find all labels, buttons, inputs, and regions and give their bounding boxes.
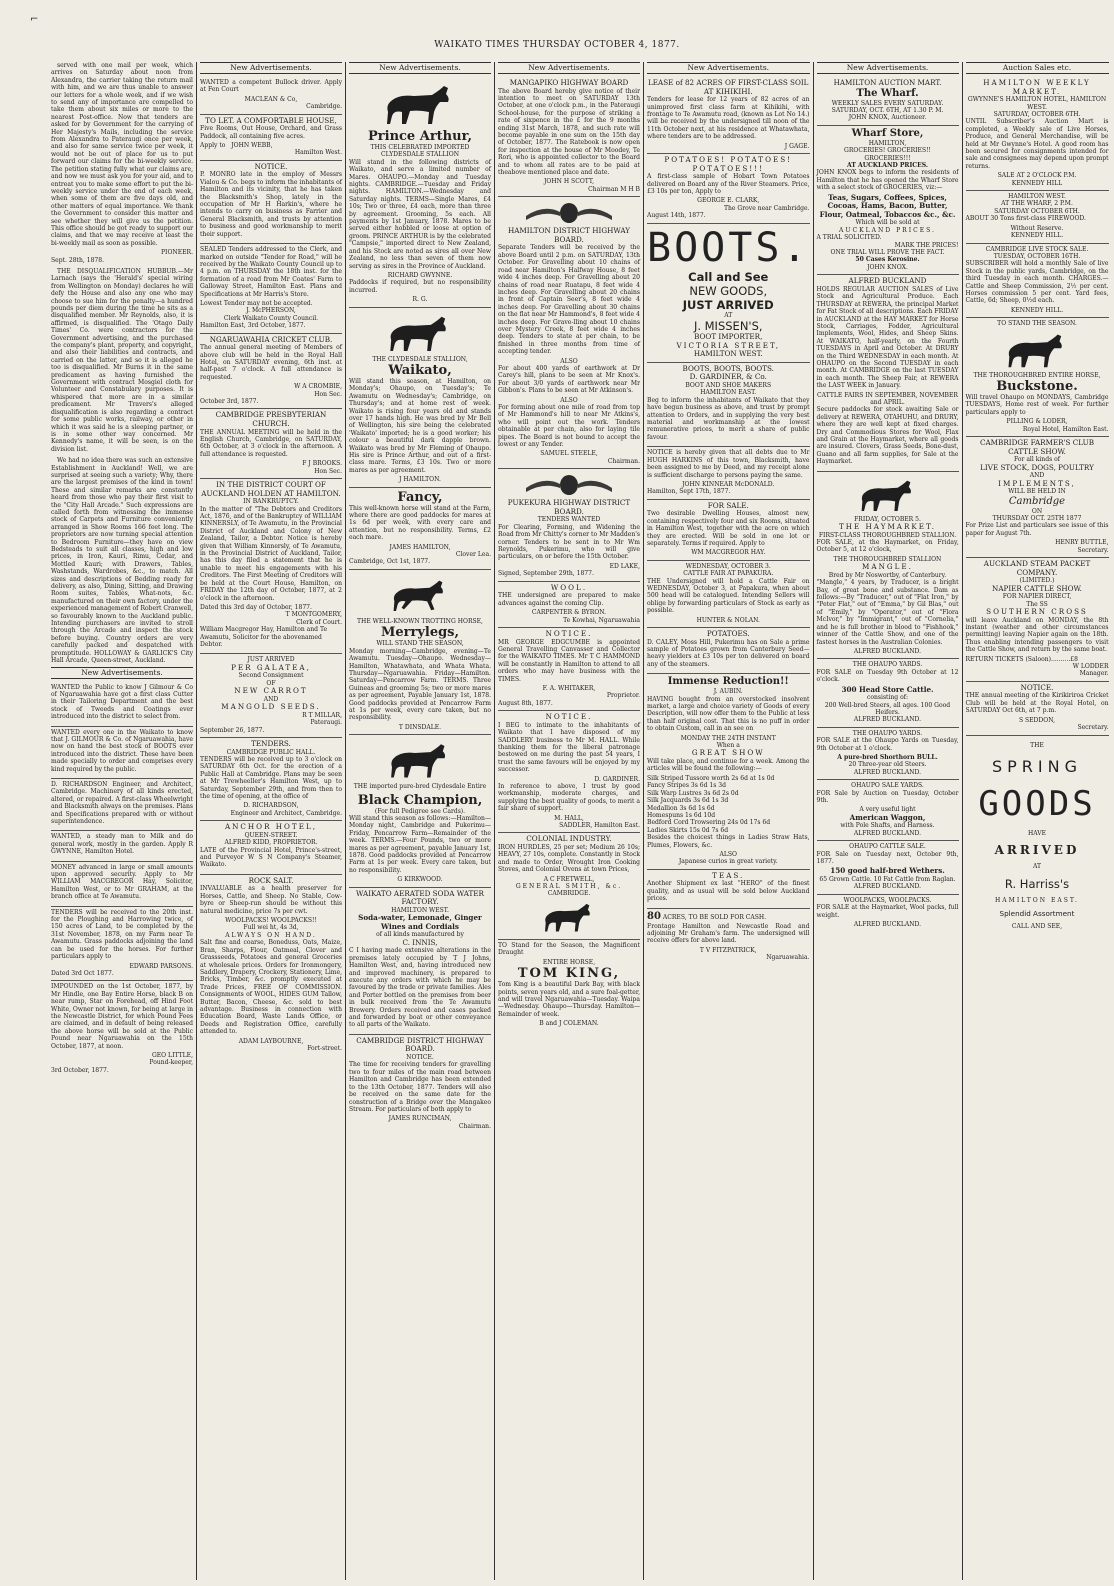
ad-anchor-hotel: ANCHOR HOTEL, QUEEN-STREET. ALFRED KIDD, PROPRIETOR. LATE of the Provincial Hotel, Prince's-street, and Purveyor W S N Company's Steamer, Waikato. xyxy=(200,821,342,875)
ad-pukekura: PUKEKURA HIGHWAY DISTRICT BOARD. TENDERS WANTED For Clearing, Forming, and Widening the Road from Mr Chitty's corner to Mr Madden's corner. Tenders to be sent in to Mr Wm Reynolds, Pukerimu, who will give particulars, on or before the 15th October. ED LAKE, Signed, September 29th, 1877. xyxy=(498,469,640,581)
column-5 xyxy=(644,62,814,1580)
ad-canvasser-notice: NOTICE. MR GEORGE EDGCUMBE is appointed General Travelling Canvasser and Collector for the WAIKATO TIMES. Mr T C HAMMOND will be constantly in Hamilton to attend to all orders who may have business with the TIMES. F. A. WHITAKER, Proprietor. August 8th, 1877. xyxy=(498,628,640,711)
price-item: Silk Striped Tussore worth 2s 6d at 1s 0d xyxy=(647,774,775,782)
ad-cricket-club: NGARUAWAHIA CRICKET CLUB. The annual general meeting of Members of above club will be held in the Royal Hall Hotel, on SATURDAY evening, 6th inst. at half-past 7 o'clock. A full attendance is requested. W A CROMBIE, Hon Sec. October 3rd, 1877. xyxy=(200,334,342,410)
column-2 xyxy=(197,62,346,1580)
ad-tom-king: TO Stand for the Season, the Magnificent Draught ENTIRE HORSE, TOM KING, Tom King is a beautiful Dark Bay, with black points, seven years old, and a sure foal-getter, and will travel Ngaruawahia—Tuesday. Waipa—Wednesday. Ohaupo—Thursday. Hamilton—Remainder of week. B and J COLEMAN. xyxy=(498,941,640,1028)
price-item: Medallion 3s 6d 1s 6d xyxy=(647,804,715,812)
ad-gilmour-tailoring: WANTED the Public to know J Gilmour & Co of Ngaruawahia have got a first class Cutter in their Tailoring Department and the best stock of Tweeds and Coatings ever introduced into the district to select from. xyxy=(51,682,193,727)
price-item: Homespuns 1s 6d 10d xyxy=(647,811,716,819)
section-heading: New Advertisements. xyxy=(498,62,640,74)
ad-spring-goods: THE SPRING GOODS HAVE ARRIVED AT R. Harriss's HAMILTON EAST. Splendid Assortment CALL AND SEE, xyxy=(978,741,1096,930)
ad-lease-kihikihi: LEASE of 82 ACRES OF FIRST-CLASS SOIL AT KIHIKIHI. Tenders for lease for 12 years of 82 acres of an unimproved first class farm at Kihikihi, with frontage to Te Awamutu road, (known as Lot No 14.) will be received by the undersigned till noon of the 11th October next, at his residence at Whatawhata, where tenders are to be addressed. J GAGE. xyxy=(647,77,810,154)
ad-wharf-store: Wharf Store, HAMILTON, GROCERIES! GROCERIES!! GROCERIES!!! AT AUCKLAND PRICES. JOHN KNOX begs to inform the residents of Hamilton that he has opened the Wharf Store with a select stock of GROCERIES, viz:— Teas, Sugars, Coffees, Spices, Cocoas, Hams, Bacon, Butter, Flour, Oatmeal, Tobaccos &c., &c. Which will be sold at AUCKLAND PRICES. A TRIAL SOLICITED. MARK THE PRICES! ONE TRIAL WILL PROVE THE FACT. 50 Cases Kerosine. JOHN KNOX. xyxy=(817,126,959,275)
ad-weekly-market: HAMILTON WEEKLY MARKET. GWYNNE'S HAMILTON HOTEL, HAMILTON WEST. SATURDAY, OCTOBER 6TH. UNTIL Subscriber's Auction Mart is completed, a Weekly sale of Live Horses, Produce, and General Merchandise, will be held at Mr Gwynne's Hotel. A good room has been secured for consignments intended for sale and consignees may depend upon prompt returns. SALE AT 2 O'CLOCK P.M. KENNEDY HILL xyxy=(966,77,1109,191)
ad-houses-for-sale: FOR SALE. Two desirable Dwelling Houses, almost new, containing respectively four and six Rooms, situated in Hamilton West, together with the acre on which they are erected. Will be sold in one lot or separately. Terms if required. Apply to WM MACGREGOR HAY. xyxy=(647,500,810,561)
column-6 xyxy=(814,62,963,1580)
ad-auction-mart: HAMILTON AUCTION MART. The Wharf. WEEKLY SALES EVERY SATURDAY. SATURDAY, OCT. 6TH, AT 1.30 P. M. JOHN KNOX, Auctioneer. xyxy=(817,77,959,126)
ad-caley-potatoes: POTATOES. D. CALEY, Moss Hill, Pukerimu has on Sale a prime sample of Potatoes grown from Canterbury Seed—heavy yielders at £3 10s per ton delivered on board any of the steamers. xyxy=(647,628,810,674)
newspaper-page xyxy=(48,62,1109,1580)
ad-bullock-driver: WANTED a competent Bullock driver. Apply at Fen Court MACLEAN & Co, Cambridge. xyxy=(200,77,342,115)
ad-waikato-stallion: THE CLYDESDALE STALLION, Waikato, Will stand this season, at Hamilton, on Monday's; Ohaupo, on Tuesday's; Te Awamutu on Wednesday's; Cambridge, on Thursday's; and at home rest of week. Waikato is rising four years old and stands over 17 hands high. He was bred by Mr Bell of Wellington, his sire being the celebrated 'Waikato' imported; he is a good worker; his colour a beautiful dark dapple brown. Waikato was bred by Mr Fleming of Ohaupo. His sire is Prince Arthur, and out of a first-class mare. Terms, £3 10s. Two or more mares as per agreement. J HAMILTON. xyxy=(349,308,491,488)
horse-illustration-icon xyxy=(1002,331,1072,369)
masthead: WAIKATO TIMES THURSDAY OCTOBER 4, 1877. xyxy=(434,40,680,50)
ad-farmers-club-show: CAMBRIDGE FARMER'S CLUB CATTLE SHOW. For all kinds of LIVE STOCK, DOGS, POULTRY AND IMPLEMENTS, WILL BE HELD IN Cambridge ON THURSDAY OCT. 25TH 1877 For Prize List and particulars see issue of this paper for August 7th. HENRY BUTTLE, Secretary. xyxy=(966,437,1109,558)
ad-ohaupo-yards-cattle: THE OHAUPO YARDS. FOR SALE on Tuesday 9th October at 12 o'clock. 300 Head Store Cattle. consisting of: 200 Well-bred Steers, all ages. 100 Good Heifers. ALFRED BUCKLAND. xyxy=(817,659,959,727)
page-corner-mark: ⌐ xyxy=(30,14,39,25)
price-item: Ladies Skirts 15s 0d 7s 6d xyxy=(647,826,729,834)
ad-merrylegs: THE WELL-KNOWN TROTTING HORSE, Merrylegs, WILL STAND THE SEASON, Monday morning—Cambridge, evening—Te Awamutu. Tuesday—Ohaupo. Wednesday—Hamilton, Whatawhata, and Whata Whata. Thursday—Ngaruawahia. Friday—Hamilton. Saturday—Pencarrow Farm. TERMS. Three Guineas and grooming 5s; two or more mares as per agreement, Payable January 1st, 1878. Good paddocks provided at Pencarrow Farm at 1s per week, every care taken, but no responsibility. T DINSDALE. xyxy=(349,570,491,735)
section-heading: New Advertisements. xyxy=(817,62,959,74)
ad-rock-salt: ROCK SALT. INVALUABLE as a health preserver for Horses, Cattle, and Sheep. No Stable, Cow-byre or Sheep-run should be without this natural medicine, price 7s per cwt. WOOLPACKS! WOOLPACKS!! Full wei ht, 4s 3d, ALWAYS ON HAND. Salt fine and coarse, Boneduss, Oats, Maize, Bran, Sharps, Flour, Oatmeal, Clover and Grassseeds, Potatoes and general Groceries at wholesale prices. Orders for Ironmongery, Saddlery, Drapery, Crockery, Stationery, Lime, Bricks, Timber, &c. promptly executed at Trade Prices, FREE OF COMMISSION. Consignments of WOOL, HIDES GUM Tallow, Butter, Bacon, Cheese, &c. sold to best advantage. Business in connection with Education Board, Waste Lands Office, or Deeds and Registration Office, carefully attended to. ADAM LAYBOURNE, Fort-street. xyxy=(200,875,342,1052)
ad-money: MONEY advanced in large or small amounts upon approved security. Apply to Mr WILLIAM MACGREGOR Hay, Solicitor, Hamilton West, or to Mr GRAHAM, at the branch office at Te Awamutu. xyxy=(51,862,193,907)
ad-hamilton-highway: HAMILTON DISTRICT HIGHWAY BOARD. Separate Tenders will be received by the above Board until 2 p.m. on SATURDAY, 13th October. For Gravelling about 10 chains of road near Hamilton's Halfway House, 8 feet wide 4 inches deep. For Gravelling about 20 chains of road near Ruatapu, 8 feet wide 4 inches deep. For Gravelling about 20 chains in front of Captain Seer's, 8 feet wide 4 inches deep. For Gravelling about 30 chains on the flat near Mr Hammond's, 8 feet wide 4 inches deep. For Grave-lling about 10 chains over Mystery Creek, 8 feet wide 4 inches deep. Tenders to state at per chain, to be finished in three months from time of accepting tender. ALSO For about 400 yards of earthwork at Dr Carey's hill, plans to be seen at Mr Knox's. For about 3/0 yards of earthwork near Mr Gibbon's. Plans to be seen at Mr Atkinson's. ALSO For forming about one mile of road from top of Mr Hammond's hill to near Mr Atkins's, who will point out the work. Tenders obtainable at per chain, also for laying tile pipes. The Board is not bound to accept the lowest or any Tender. SAMUEL STEELE, Chairman. xyxy=(498,197,640,469)
price-item: Silk Warp Lustres 3s 6d 2s 0d xyxy=(647,789,739,797)
price-list xyxy=(647,775,810,834)
horse-illustration-icon xyxy=(384,313,456,353)
trotting-horse-icon xyxy=(388,575,452,615)
ad-to-let: TO LET. A COMFORTABLE HOUSE, Five Rooms, Out House, Orchard, and Grass Paddock, all containing five acres. Apply to JOHN WEBB, Hamilton West. xyxy=(200,115,342,161)
ad-wool: WOOL. THE undersigned are prepared to make advances against the coming Clip. CARPENTER & BYRON. Te Kowhai, Ngaruawahia xyxy=(498,582,640,628)
ad-monro: NOTICE. P. MONRO late in the employ of Messrs Vialou & Co. begs to inform the inhabitants of Hamilton and its vicinity, that he has taken the Blacksmith's Shop, lately in the occupation of Mr H Harkin's, where he intends to carry on business as Farrier and General Blacksmith, and trusts by attention to business and good workmanship to merit their support. xyxy=(200,161,342,244)
section-heading: New Advertisements. xyxy=(51,667,193,679)
price-item: Bedford Cord Trowsering 24s 0d 17s 6d xyxy=(647,819,771,827)
ad-potatoes-clark: POTATOES! POTATOES! POTATOES!!! A first-class sample of Hobart Town Potatoes delivered on Board any of the River Steamers. Price, £3 10s per ton, Apply to GEORGE E. CLARK, The Grove near Cambridge. August 14th, 1877. xyxy=(647,154,810,224)
ad-steam-packet: AUCKLAND STEAM PACKET COMPANY. (LIMITED.) NAPIER CATTLE SHOW. FOR NAPIER DIRECT, The SS SOUTHERN CROSS will leave Auckland on MONDAY, the 8th instant (weather and other circumstances permitting) leaving Napier again on the 18th. Thus enabling intending passengers to visit the Cattle Show, and return by the same boat. RETURN TICKETS (Saloon)..........£8 W LODDER Manager. xyxy=(966,558,1109,682)
ad-teas: TEAS. Another Shipment ex last "HERO" of the finest quality, and as usual will be sold below Auckland prices. xyxy=(647,870,810,909)
ad-cricket-meeting: NOTICE. THE annual meeting of the Kirikiriroa Cricket Club will be held at the Royal Hotel, on SATURDAY Oct 6th, at 7 p.m. S SEDDON, Secretary. xyxy=(966,682,1109,736)
ad-soda-water: WAIKATO AERATED SODA WATER FACTORY. HAMILTON WEST. Soda-water, Lemonade, Ginger Wines and Cordials of all kinds manufactured by C. INNIS, C I having made extensive alterations in the premises lately occupied by T J Johns, Hamilton West, and, having introduced new and improved machinery, is prepared to execute any orders with which he may be favoured by the trade or private families. Ales and Porter bottled on the premises from beer in bulk received from the Te Awamutu Brewery. Orders received and cases packed and forwarded by boat or other conveyance to all parts of the Waikato. xyxy=(349,888,491,1035)
ad-gardiner-boots: BOOTS, BOOTS, BOOTS. D. GARDINER, & Co. BOOT AND SHOE MAKERS HAMILTON EAST. Beg to inform the inhabitants of Waikato that they have begun business as above, and trust by prompt attention to Orders, and in supplying the very best material and workmanship at the lowest remunerative prices, to merit a share of public favour. xyxy=(647,363,810,447)
section-heading: New Advertisements. xyxy=(647,62,810,74)
ad-gilmour-boots: WANTED every one in the Waikato to know that J. GILMOUR & Co. of Ngaruawahia, have now on hand the best stock of BOOTS ever introduced into the district. These have been made specially to order and comprises every kind required by the public. xyxy=(51,727,193,779)
column-1 xyxy=(48,62,197,1580)
ad-papakura-fair: WEDNESDAY, OCTOBER 3. CATTLE FAIR AT PAPAKURA. THE Undersigned will hold a Cattle Fair on WEDNESDAY, October 3, at Papakura, when about 500 head will be catalogued. Intending Sellers will oblige by forwarding particulars of Stock as early as possible. HUNTER & NOLAN. xyxy=(647,561,810,628)
ad-aubin-reduction: Immense Reduction!! J. AUBIN. HAVING bought from an overstocked insolvent market, a large and choice variety of Goods of every Description, will now offer them to the Public at less than half original cost. That this is no puff in order to obtain Custom, call in an see on MONDAY THE 24TH INSTANT When a GREAT SHOW Will take place, and continue for a week. Among the articles will be found the following:— Silk Striped Tussore worth 2s 6d at 1s 0d Fancy Stripes 3s 6d 1s 3d Silk Warp Lustres 3s 6d 2s 0d Silk Jacquards 3s 6d 1s 3d Medallion 3s 6d 1s 6d Homespuns 1s 6d 10d Bedford Cord Trowsering 24s 0d 17s 6d Ladies Skirts 15s 0d 7s 6d Besides the choicest things in Ladies Straw Hats, Plumes, Flowers, &c. ALSO Japanese curios in great variety. xyxy=(647,674,810,870)
price-item: Fancy Stripes 3s 6d 1s 3d xyxy=(647,782,726,790)
ad-buckstone: TO STAND THE SEASON. THE THOROUGHBRED ENTIRE HORSE, Buckstone. Will travel Ohaupo on MONDAYS, Cambridge TUESDAYS, Home rest of week. For further particulars apply to PILLING & LODER, Royal Hotel, Hamilton East. xyxy=(966,318,1109,437)
section-heading: Auction Sales etc. xyxy=(966,62,1109,74)
ad-presbyterian: CAMBRIDGE PRESBYTERIAN CHURCH. THE ANNUAL MEETING will be held in the English Church, Cambridge, on SATURDAY, 6th October, at 3 o'clock in the afternoon. A full attendance is requested. F J BROOKS. Hon Sec. xyxy=(200,409,342,479)
ad-harkins-debts: NOTICE is hereby given that all debts due to Mr HUGH HARKINS of this town, Blacksmith, have been assigned to me by Deed, and my receipt alone is sufficient discharge to persons paying the same. JOHN KINNEAR McDONALD. Hamilton, Sept 17th, 1877. xyxy=(647,447,810,499)
disqualification-article: THE DISQUALIFICATION HUBBUB.—Mr Larnach (says the 'Herald's' special wiring from Wellington on Monday) declares he will defy the House and also any one who may choose to sue him for the penalty—a hundred pounds per diem during the time he sits as a disqualified member. Mr Reynolds, also, it is affirmed, is disqualified. The 'Otago Daily Times' Co. were contractors for the Government advertising, and the purchased the company's plant, property, and copyright, and also their liabilities and contracts, and carried on the latter, and so it is alleged he too is disqualified. Mr Burns it in the same predicament as having furnished the Government with contract Mosgiel cloth for Volunteer and Constabulary purposes. It is whispered that more are in a similar predicament. Mr Travers's alleged disqualification is also regarding a contract for some public works, railway, or other in which it was said he is a sleeping partner, or is in some other way concerned. Mr Kennedy's name, it will be seen, is on the division list. xyxy=(51,267,193,453)
column-3 xyxy=(346,62,495,1580)
section-heading: New Advertisements. xyxy=(349,62,491,74)
ad-prince-arthur: Prince Arthur, THIS CELEBRATED IMPORTED CLYDESDALE STALLION Will stand in the following districts of Waikato, and serve a limited number of Mares. OHAUPO.—Monday and Tuesday nights. CAMBRIDGE.—Tuesday and Friday nights. HAMILTON.—Wednesday and Saturday nights. TERMS—Single Mares, £4 10s; Two or three, £4 each, more than three by agreement. Grooming, 5s each. All payments by 1st January, 1878. Mares to be served either hobbled or loose at option of groom. PRINCE ARTHUR is by the celebrated "Campsie," imported direct to New Zealand, and his Stock are noted as sires all over New Zealand, no less than seven of them now serving as sires in the Province of Auckland. RICHARD GWYNNE. Paddocks if required, but no responsibility incurred. R. G. xyxy=(349,77,491,308)
horse-illustration-icon xyxy=(385,740,455,780)
letter-article: served with one mail per week, which arrives on Saturday about noon from Alexandra, the carrier taking the return mail with him, and we are thus unable to answer our letters for a whole week, and if we wish to send any of importance are compelled to take them about six miles or more to the nearest Post-office. Now that tenders are asked for by Government for the carrying of Her Majesty's Mails, including the service from Alexandra to Pateraugi once per week, and also for same service twice per week, it would not be out of place for us to put forward our claims for the bi-weekly service. The petition stating fully what our claims are, and now we must ask you for your aid, and to entreat you to make some effort to put the bi-weekly service under the end of each week, when some of them are five days old, and other matters of equal importance. We thank the Government to consider this matter and see whether they will give us the petition. This office should be got ready to support our claims, and that we may receive at least the bi-weekly mail as soon as possible. PIONEER. Sept. 28th, 1878. xyxy=(51,62,193,264)
ad-live-stock-sale: CAMBRIDGE LIVE STOCK SALE. TUESDAY, OCTOBER 16TH. SUBSCRIBER will hold a monthly Sale of live Stock in the public yards, Cambridge, on the third Tuesday in each month. CHARGES.—Cattle and Sheep Commission, 2½ per cent. Horses commission 5 per cent. Yard fees, Cattle, 6d; Sheep, 0½d each. KENNEDY HILL. xyxy=(966,244,1109,319)
ad-buckland-auction: ALFRED BUCKLAND HOLDS REGULAR AUCTION SALES of Live Stock and Agricultural Produce. Each THURSDAY at REWERA, the principal Market for Fat Stock of all descriptions. Each FRIDAY in AUCKLAND at the HAY MARKET for Horse Stock, Carriages, Fodder, Agricultural Implements, Wool, Hides, and Sheep Skins. At WAIKATO, half-yearly, on the Fourth TUESDAYS in April and October. At DRURY on the Third WEDNESDAY in each month. At OHAUPO on the Second TUESDAY in each month. At CAMBRIDGE on the last TUESDAY in each month. The Sheep Fair, at REWERA the LAST WEEK in January. CATTLE FAIRS IN SEPTEMBER, NOVEMBER and APRIL. Secure paddocks for stock awaiting Sale or delivery at REWERA, OTAHUHU, and DRURY, where they are well kept at fixed charges. Dry and Commodious Stores for Wool, Flax and Grain at the Haymarket, where all goods are insured. Clovers, Grass Seeds, Bone-dust, Guano and all farm supplies, for Sale at the Haymarket. xyxy=(817,275,959,471)
ad-district-court: IN THE DISTRICT COURT OF AUCKLAND HOLDEN AT HAMILTON. IN BANKRUPTCY. In the matter of "The Debtors and Creditors Act, 1876, and of the Bankruptcy of WILLIAM KINNERSLY, of Te Awamutu, in the Provincial District of Auckland and Colony of New Zealand, Tailor, a Debtor. Notice is hereby given that William Kinnersly, of Te Awamutu, in the Provincial District of Auckland, Tailor, has this day filed a statement that he is unable to meet his engagements with his Creditors. The First Meeting of Creditors will be held at the Court House, Hamilton, on FRIDAY the 12th day of October, 1877, at 2 o'clock in the afternoon. Dated this 3rd day of October, 1877. T MONTGOMERY, Clerk of Court. William Macgregor Hay, Hamilton and Te Awamutu, Solicitor for the abovenamed Debtor. xyxy=(200,479,342,654)
ad-mangapiko: MANGAPIKO HIGHWAY BOARD The above Board hereby give notice of their intention to meet on SATURDAY 13th October, at one o'clock p.m., in the Pateraugi School-house, for the purpose of striking a rate of sixpence in the £ for the 9 months ending 31st March, 1878, and such rate will become payable in one sum on the 15th day of October, 1877. The Ratebook is now open for inspection at the house of Mr Moodey, Te Rori, who is appointed collector to the Board and to whom all rates are to be paid at theabove mentioned place and date. JOHN H SCOTT, Chairman M H B xyxy=(498,77,640,197)
ad-80-acres: 80 ACRES, TO BE SOLD FOR CASH. Frontage Hamilton and Newcastle Road and adjoining Mr Graham's farm. The undersigned will receive offers for above land. T V FITZPATRICK, Ngaruawahia. xyxy=(647,910,810,962)
horse-illustration-icon xyxy=(539,901,599,933)
ad-cambridge-highway: CAMBRIDGE DISTRICT HIGHWAY BOARD. NOTICE. The time for receiving tenders for gravelling two to four miles of the main road between Hamilton and Cambridge has been extended to the 13th October, 1877. Tenders will also be received on the same date for the construction of a Bridge over the Mangakeo Stream. For particulars of both apply to JAMES RUNCIMAN, Chairman. xyxy=(349,1035,491,1130)
section-heading: New Advertisements. xyxy=(200,62,342,74)
ad-carrot-seeds: JUST ARRIVED PER GALATEA, Second Consignment OF NEW CARROT AND MANGOLD SEEDS. R T MILLAR, Pateraugi. September 26, 1877. xyxy=(200,654,342,738)
ad-ohaupo-cattle-sale: OHAUPO CATTLE SALE. FOR Sale on Tuesday next, October 9th, 1877. 150 good half-bred Wethers. 65 Grown Cattle. 10 Fat Cattle from Raglan. ALFRED BUCKLAND. xyxy=(817,841,959,895)
column-7 xyxy=(963,62,1112,1580)
ad-black-champion: THE imported pure-bred Clydesdale Entire Black Champion, (For full Pedigree see Cards). Will stand this season as follows:—Hamilton—Monday night, Cambridge and Pukerimu—Friday, Pencarrow Farm—Remainder of the week. TERMS.—Four Pounds, two or more mares as per agreement, payable January 1st, 1878. Good paddocks provided at Pencarrow Farm at 1s per week. Every care taken, but no responsibility. G KIRKWOOD. xyxy=(349,735,491,887)
ad-haymarket-mangle: FRIDAY, OCTOBER 5. THE HAYMARKET. FIRST-CLASS THOROUGHBRED STALLION. FOR SALE, at the Haymarket, on Friday, October 5, at 12 o'clock, THE THOROUGHBRED STALLION MANGLE. Bred by Mr Noswortby, of Canterbury. "Mangle," 4 years, by Traducer, is a bright Bay, of great bone and substance. Dam as follows:—By "Traducer," out of "Flat Iron," by "Peter Flat," out of "Emma," by Gil Blas," out of "Emily," by "Operator," out of "Flora McIvor," by "Immigrant," out of "Cornelia," and he is full brother in blood to "Fishhook," winner of the Cattle Show, and one of the fastest horses in the Australian Colonies. ALFRED BUCKLAND. xyxy=(817,472,959,660)
coat-of-arms-icon xyxy=(524,202,614,224)
ad-wanted-man: WANTED, a steady man to Milk and do general work, mostly in the garden. Apply R GWYNNE, Hamilton Hotel. xyxy=(51,831,193,861)
ad-fancy: Fancy, This well-known horse will stand at the Farm, where there are good paddocks for mares at 1s 6d per week, with every care and attention, but no responsibility. Terms, £2 each mare. JAMES HAMILTON, Clover Lea. Cambridge, Oct 1st, 1877. xyxy=(349,488,491,570)
ad-sealed-tenders: SEALED Tenders addressed to the Clerk, and marked on outside "Tender for Road," will be received by the Waikato County Council up to 4 p.m. on THURSDAY the 18th inst. for the formation of a road from Mr Coates' Farm to Galloway Street, Hamilton East. Plans and Specifications at Mr Harris's Store. Lowest Tender may not be accepted. J. McPHERSON, Clerk Waikato County Council. Hamilton East, 3rd October, 1877. xyxy=(200,244,342,333)
price-item: Silk Jacquards 3s 6d 1s 3d xyxy=(647,797,729,805)
ad-colonial-industry: COLONIAL INDUSTRY. IRON HURDLES, 25 per set; Medium 26 10s; HEAVY, 27 10s, complete. Constantly in Stock and made to Order, Wrought Iron Cooking Stoves, and Colonial Ovens at town Prices, A C FRETWELL, GENERAL SMITH, &c. CAMBRIDGE. xyxy=(498,833,640,939)
ad-tenders-ploughing: TENDERS will be received to the 20th inst. for the Ploughing and Harrowing twice, of 150 acres of Land, to be completed by the 31st November, 1878, on my Farm near Te Awamutu. Grass paddocks adjoining the land can be used for the horses. For further particulars apply to EDWARD PARSONS. Dated 3rd Oct 1877. xyxy=(51,907,193,982)
coat-of-arms-icon xyxy=(524,474,614,496)
ad-missen-boots: BOOTS. Call and See NEW GOODS, JUST ARRIVED AT J. MISSEN'S, BOOT IMPORTER, VICTORIA STREET, HAMILTON WEST. xyxy=(647,224,810,363)
ad-public-hall: TENDERS. CAMBRIDGE PUBLIC HALL. TENDERS will be received up to 3 o'clock on SATURDAY 6th Oct. for the erection of a Public Hall at Cambridge. Plans may be seen at Mr Trewheeller's Hamilton West, up to Saturday, September 29th, and from then to the time of opening, at the office of D. RICHARDSON, Engineer and Architect, Cambridge. xyxy=(200,738,342,821)
ad-firewood: HAMILTON WEST. AT THE WHARF, 2 P.M. SATURDAY OCTOBER 6TH. ABOUT 30 Tons first-class FIREWOOD. Without Reserve. KENNEDY HILL. xyxy=(966,191,1109,243)
ad-impounded: IMPOUNDED on the 1st October, 1877, by Mr Hindle, one Bay Entire Horse, black B on near rump, Star on Forehead, off Hind Foot White, Owner not known, for being at large in the Newcastle District, for which Pound Fees are claimed, and in default of being released the above horse will be sold at the Public Pound near Ngaruawahia on the 15th October, 1877, at noon. GEO LITTLE, Pound-keeper, 3rd October, 1877. xyxy=(51,983,193,1074)
ad-woolpacks: WOOLPACKS, WOOLPACKS. FOR SALE at the Haymarket, Wool packs, full weight. ALFRED BUCKLAND. xyxy=(816,896,959,929)
ad-richardson: D. RICHARDSON Engineer, and Architect, Cambridge. Machinery of all kinds erected, altered, or repaired. A first-class Wheelwright and Blacksmith always on the premises. Plans and Specifications prepared with or without superintendence. xyxy=(51,779,193,831)
column-4 xyxy=(495,62,644,1580)
horse-illustration-icon xyxy=(380,82,460,126)
ad-ohaupo-yards-bull: THE OHAUPO YARDS. FOR SALE at the Ohaupo Yards on Tuesday, 9th October at 1 o'clock. A pure-bred Shorthorn BULL. 20 Three-year old Steers. ALFRED BUCKLAND. xyxy=(817,728,959,780)
ad-saddlery-notice: NOTICE. I BEG to intimate to the inhabitants of Waikato that I have disposed of my SADDLERY business to Mr M. HALL. While thanking them for the liberal patronage bestowed on me during the past 54 years, I trust the same favours will be enjoyed by my successor. D. GARDINER. In reference to above, I trust by good workmanship, moderate charges, and supplying the best quality of goods, to merit a fair share of support. M. HALL, SADDLER, Hamilton East. xyxy=(498,711,640,833)
arcade-article: We had no idea there was such an extensive Establishment in Auckland! Well, we are surprised at seeing such a variety; Why, there are the largest premises of the kind in town! These and similar remarks are constantly heard from those who pay their first visit to the "City Hall Arcade." Such expressions are called forth from witnessing the immense stock of Carpets and Furniture conveniently arranged in Show Rooms 166 feet long. The proprietors are now turning special attention to Bedroom Furniture—they have on view Bedsteads to suit all classes, high and low prices, in Iron, Kauri, Rimu, Cedar, and Mottled Kauri; with Drawers, Tables, Washstands, Wardrobes, &c., to match. All sizes and descriptions of Bedding ready for delivery, as also, Dining, Sitting, and Drawing Room suites, Tables, What-nots, &c. manufactured on their own factory, under the experienced management of Robert Cranwell, so favourably known to the Auckland public. Intending purchasers are invited to stroll through the Arcade and inspect the stock before buying. Country orders are very carefully packed and despatched with promptitude. HOLLOWAY & GARLICK'S City Hall Arcade, Queen-street, Auckland. xyxy=(51,457,193,665)
ad-ohaupo-waggon: OHAUPO SALE YARDS. FOR Sale by Auction on Tuesday, October 9th. A very useful light American Waggon, with Pole Shafts, and Harness. ALFRED BUCKLAND. xyxy=(817,780,959,841)
horse-illustration-icon xyxy=(856,477,920,513)
